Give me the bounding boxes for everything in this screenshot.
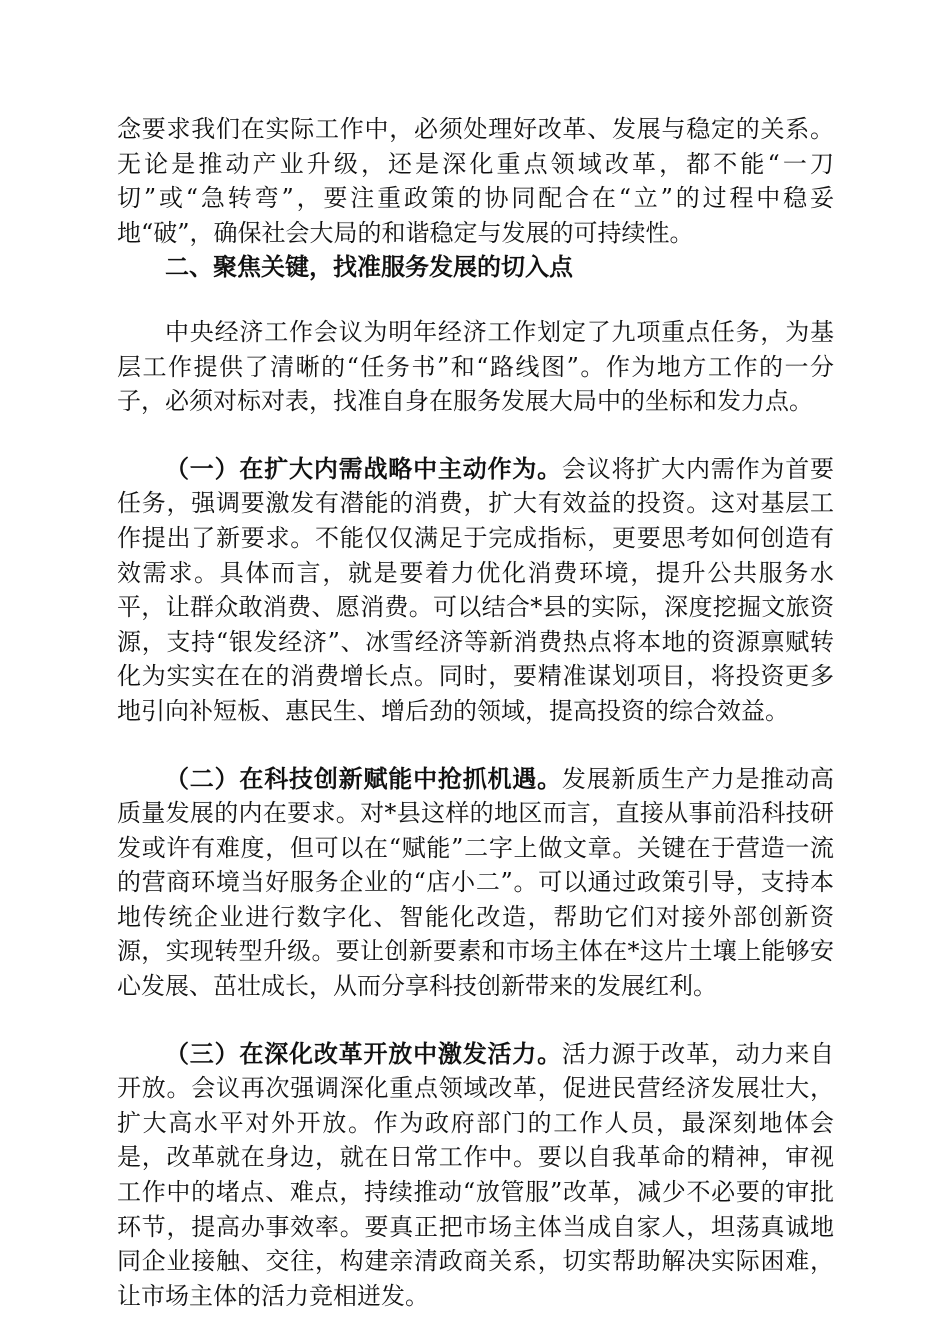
subsection-3-title: （三）在深化改革开放中激发活力。 <box>165 1039 562 1068</box>
paragraph-intro: 中央经济工作会议为明年经济工作划定了九项重点任务，为基层工作提供了清晰的“任务书”和“路线图”。作为地方工作的一分子，必须对标对表，找准自身在服务发展大局中的坐标和发力点。 <box>117 317 834 416</box>
subsection-2-title: （二）在科技创新赋能中抢抓机遇。 <box>165 764 562 793</box>
subsection-1-title: （一）在扩大内需战略中主动作为。 <box>165 454 562 483</box>
section-heading: 二、聚焦关键，找准服务发展的切入点 <box>165 253 573 282</box>
paragraph-subsection-1 <box>117 452 834 729</box>
paragraph-continued: 念要求我们在实际工作中，必须处理好改革、发展与稳定的关系。无论是推动产业升级，还是深化重点领域改革，都不能“一刀切”或“急转弯”，要注重政策的协同配合在“立”的过程中稳妥地“破”，确保社会大局的和谐稳定与发展的可持续性。 <box>117 115 834 247</box>
subsection-1-body: 会议将扩大内需作为首要任务，强调要激发有潜能的消费，扩大有效益的投资。这对基层工作提出了新要求。不能仅仅满足于完成指标，更要思考如何创造有效需求。具体而言，就是要着力优化消费环境，提升公共服务水平，让群众敢消费、愿消费。可以结合*县的实际，深度挖掘文旅资源，支持“银发经济”、冰雪经济等新消费热点将本地的资源禀赋转化为实实在在的消费增长点。同时，要精准谋划项目，将投资更多地引向补短板、惠民生、增后劲的领域，提高投资的综合效益。 <box>117 454 834 725</box>
paragraph-subsection-2 <box>117 762 834 1004</box>
subsection-3-body: 活力源于改革，动力来自开放。会议再次强调深化重点领域改革，促进民营经济发展壮大，扩大高水平对外开放。作为政府部门的工作人员，最深刻地体会是，改革就在身边，就在日常工作中。要以自我革命的精神，审视工作中的堵点、难点，持续推动“放管服”改革，减少不必要的审批环节，提高办事效率。要真正把市场主体当成自家人，坦荡真诚地同企业接触、交往，构建亲清政商关系，切实帮助解决实际困难，让市场主体的活力竞相迸发。 <box>117 1039 834 1310</box>
paragraph-subsection-3 <box>117 1037 834 1314</box>
subsection-2-body: 发展新质生产力是推动高质量发展的内在要求。对*县这样的地区而言，直接从事前沿科技研发或许有难度，但可以在“赋能”二字上做文章。关键在于营造一流的营商环境当好服务企业的“店小二”。可以通过政策引导，支持本地传统企业进行数字化、智能化改造，帮助它们对接外部创新资源，实现转型升级。要让创新要素和市场主体在*这片土壤上能够安心发展、茁壮成长，从而分享科技创新带来的发展红利。 <box>117 764 834 1001</box>
